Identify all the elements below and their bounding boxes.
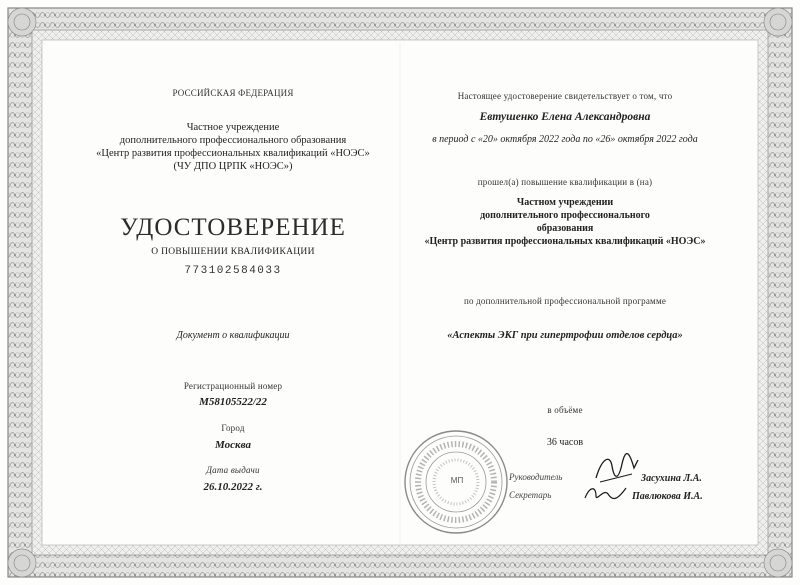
institution-line: образования [536, 223, 594, 234]
document-type: Документ о квалификации [176, 330, 290, 341]
program-intro: по дополнительной профессиональной программе [463, 296, 667, 306]
country-label: РОССИЙСКАЯ ФЕДЕРАЦИЯ [172, 88, 294, 98]
issue-date-value: 26.10.2022 г. [203, 481, 263, 493]
org-line: «Центр развития профессиональных квалификаций «НОЭС» [96, 148, 370, 159]
intro-text: Настоящее удостоверение свидетельствует о том, что [457, 91, 673, 101]
program-name: «Аспекты ЭКГ при гипертрофии отделов сердца» [447, 330, 683, 341]
certificate-title: УДОСТОВЕРЕНИЕ [120, 214, 346, 241]
recipient-name: Евтушенко Елена Александровна [479, 111, 651, 123]
volume-label: в объёме [547, 405, 583, 415]
head-label: Руководитель [509, 472, 563, 482]
certificate-subtitle: О ПОВЫШЕНИИ КВАЛИФИКАЦИИ [151, 247, 315, 257]
stamp-label: МП [450, 476, 464, 485]
secretary-name: Павлюкова И.А. [632, 491, 703, 502]
certificate-number: 773102584033 [184, 265, 282, 277]
issue-date-label: Дата выдачи [206, 465, 260, 475]
head-signature [592, 452, 642, 486]
city-label: Город [221, 423, 245, 433]
secretary-label: Секретарь [509, 490, 552, 500]
passed-text: прошел(а) повышение квалификации в (на) [477, 177, 653, 187]
training-period: в период с «20» октября 2022 года по «26» октября 2022 года [432, 134, 698, 145]
registration-number: М58105522/22 [199, 396, 267, 408]
institution-line: Частном учреждении [516, 197, 614, 208]
secretary-signature [582, 482, 630, 506]
institution-line: «Центр развития профессиональных квалификаций «НОЭС» [424, 236, 706, 247]
institution-line: дополнительного профессионального [480, 210, 650, 221]
volume-value: 36 часов [546, 437, 584, 448]
org-line: Частное учреждение [186, 122, 280, 133]
city-value: Москва [215, 439, 251, 451]
org-line: дополнительного профессионального образования [119, 135, 347, 146]
head-name: Засухина Л.А. [641, 473, 702, 484]
org-line: (ЧУ ДПО ЦРПК «НОЭС») [173, 161, 293, 172]
registration-label: Регистрационный номер [183, 381, 283, 391]
